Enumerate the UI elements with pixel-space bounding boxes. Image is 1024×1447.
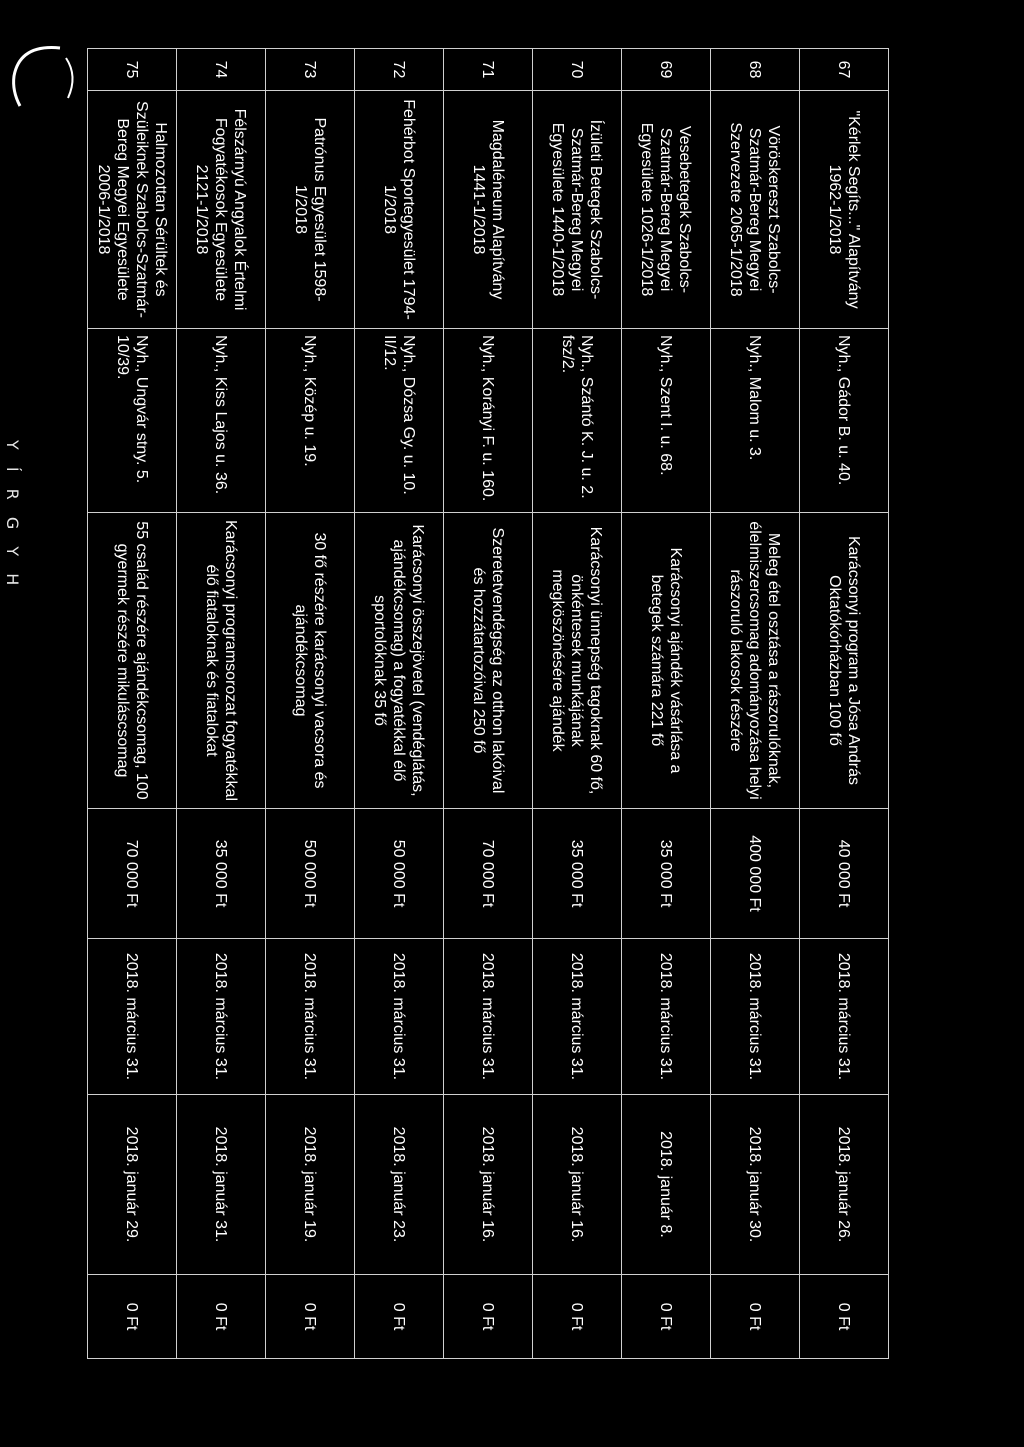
- row-number: 72: [355, 49, 444, 91]
- decision-date: 2018. január 29.: [88, 1095, 177, 1275]
- settlement-deadline: 2018. március 31.: [266, 939, 355, 1095]
- decision-date: 2018. január 19.: [266, 1095, 355, 1275]
- remaining-amount: 0 Ft: [444, 1275, 533, 1359]
- grant-amount: 70 000 Ft: [88, 809, 177, 939]
- decision-date: 2018. január 31.: [177, 1095, 266, 1275]
- organization-address: Nyh., Ungvár stny. 5. 10/39.: [88, 329, 177, 513]
- grant-purpose: Karácsonyi programsorozat fogyatékkal élő fiataloknak és fiatalokat: [177, 513, 266, 809]
- grant-amount: 35 000 Ft: [177, 809, 266, 939]
- table-row: [444, 49, 533, 1359]
- remaining-amount: 0 Ft: [800, 1275, 889, 1359]
- table-row: [533, 49, 622, 1359]
- grant-purpose: 55 család részére ajándékcsomag, 100 gyermek részére mikuláscsomag: [88, 513, 177, 809]
- grant-amount: 70 000 Ft: [444, 809, 533, 939]
- grant-purpose: 30 fő részére karácsonyi vacsora és ajándékcsomag: [266, 513, 355, 809]
- grant-table: [87, 48, 889, 1359]
- table-row: [88, 49, 177, 1359]
- row-number: 68: [711, 49, 800, 91]
- row-number: 70: [533, 49, 622, 91]
- grant-purpose: Karácsonyi ajándék vásárlása a betegek számára 221 fő: [622, 513, 711, 809]
- grant-amount: 40 000 Ft: [800, 809, 889, 939]
- grant-purpose: Karácsonyi összejövetel (vendéglátás, ajándékcsomag) a fogyatékkal élő sportolóknak 35 fő: [355, 513, 444, 809]
- row-number: 71: [444, 49, 533, 91]
- remaining-amount: 0 Ft: [622, 1275, 711, 1359]
- settlement-deadline: 2018. március 31.: [88, 939, 177, 1095]
- remaining-amount: 0 Ft: [711, 1275, 800, 1359]
- grant-purpose: Karácsonyi program a Jósa András Oktatókórházban 100 fő: [800, 513, 889, 809]
- organization-name: "Kérlek Segíts..." Alapítvány 1962-1/2018: [800, 91, 889, 329]
- organization-address: Nyh., Korányi F. u. 160.: [444, 329, 533, 513]
- organization-name: Magdaléneum Alapítvány 1441-1/2018: [444, 91, 533, 329]
- decision-date: 2018. január 16.: [533, 1095, 622, 1275]
- table-row: [800, 49, 889, 1359]
- settlement-deadline: 2018. március 31.: [177, 939, 266, 1095]
- organization-address: Nyh., Szántó K. J. u. 2. fsz/2.: [533, 329, 622, 513]
- organization-name: Vesebetegek Szabolcs-Szatmár-Bereg Megyei Egyesülete 1026-1/2018: [622, 91, 711, 329]
- row-number: 73: [266, 49, 355, 91]
- settlement-deadline: 2018. március 31.: [800, 939, 889, 1095]
- remaining-amount: 0 Ft: [355, 1275, 444, 1359]
- settlement-deadline: 2018. március 31.: [711, 939, 800, 1095]
- settlement-deadline: 2018. március 31.: [533, 939, 622, 1095]
- table-body: [88, 49, 889, 1359]
- grant-amount: 35 000 Ft: [533, 809, 622, 939]
- scan-corner-mark: [0, 36, 90, 126]
- organization-name: Vöröskereszt Szabolcs-Szatmár-Bereg Megyei Szervezete 2065-1/2018: [711, 91, 800, 329]
- grant-purpose: Meleg étel osztása a rászorulóknak, élelmiszercsomag adományozása helyi rászoruló lakosok részére: [711, 513, 800, 809]
- remaining-amount: 0 Ft: [177, 1275, 266, 1359]
- organization-address: Nyh., Dózsa Gy. u. 10. II/12.: [355, 329, 444, 513]
- organization-name: Félszárnyú Angyalok Értelmi Fogyatékosok Egyesülete 2121-1/2018: [177, 91, 266, 329]
- table-row: [266, 49, 355, 1359]
- grant-amount: 50 000 Ft: [355, 809, 444, 939]
- row-number: 69: [622, 49, 711, 91]
- settlement-deadline: 2018. március 31.: [622, 939, 711, 1095]
- organization-name: Fehérbot Sportegyesület 1794-1/2018: [355, 91, 444, 329]
- row-number: 67: [800, 49, 889, 91]
- grant-purpose: Szeretetvendégség az otthon lakóival és hozzátartozóival 250 fő: [444, 513, 533, 809]
- organization-address: Nyh., Szent I. u. 68.: [622, 329, 711, 513]
- row-number: 75: [88, 49, 177, 91]
- organization-address: Nyh., Közép u. 19.: [266, 329, 355, 513]
- table-row: [177, 49, 266, 1359]
- settlement-deadline: 2018. március 31.: [355, 939, 444, 1095]
- table-row: [711, 49, 800, 1359]
- organization-name: Halmozottan Sérültek és Szüleiknek Szabolcs-Szatmár-Bereg Megyei Egyesülete 2006-1/2018: [88, 91, 177, 329]
- organization-address: Nyh., Kiss Lajos u. 36.: [177, 329, 266, 513]
- decision-date: 2018. január 26.: [800, 1095, 889, 1275]
- decision-date: 2018. január 16.: [444, 1095, 533, 1275]
- table-row: [355, 49, 444, 1359]
- remaining-amount: 0 Ft: [88, 1275, 177, 1359]
- grant-amount: 400 000 Ft: [711, 809, 800, 939]
- grant-amount: 35 000 Ft: [622, 809, 711, 939]
- table-row: [622, 49, 711, 1359]
- remaining-amount: 0 Ft: [266, 1275, 355, 1359]
- grant-purpose: Karácsonyi ünnepség tagoknak 60 fő, önkéntesek munkájának megköszönésére ajándék: [533, 513, 622, 809]
- decision-date: 2018. január 30.: [711, 1095, 800, 1275]
- decision-date: 2018. január 8.: [622, 1095, 711, 1275]
- organization-address: Nyh., Malom u. 3.: [711, 329, 800, 513]
- organization-name: Patrónus Egyesület 1598-1/2018: [266, 91, 355, 329]
- decision-date: 2018. január 23.: [355, 1095, 444, 1275]
- row-number: 74: [177, 49, 266, 91]
- organization-name: Ízületi Betegek Szabolcs-Szatmár-Bereg Megyei Egyesülete 1440-1/2018: [533, 91, 622, 329]
- remaining-amount: 0 Ft: [533, 1275, 622, 1359]
- grant-amount: 50 000 Ft: [266, 809, 355, 939]
- organization-address: Nyh., Gádor B. u. 40.: [800, 329, 889, 513]
- settlement-deadline: 2018. március 31.: [444, 939, 533, 1095]
- side-stamp-text: Y Í R G Y H: [3, 440, 22, 592]
